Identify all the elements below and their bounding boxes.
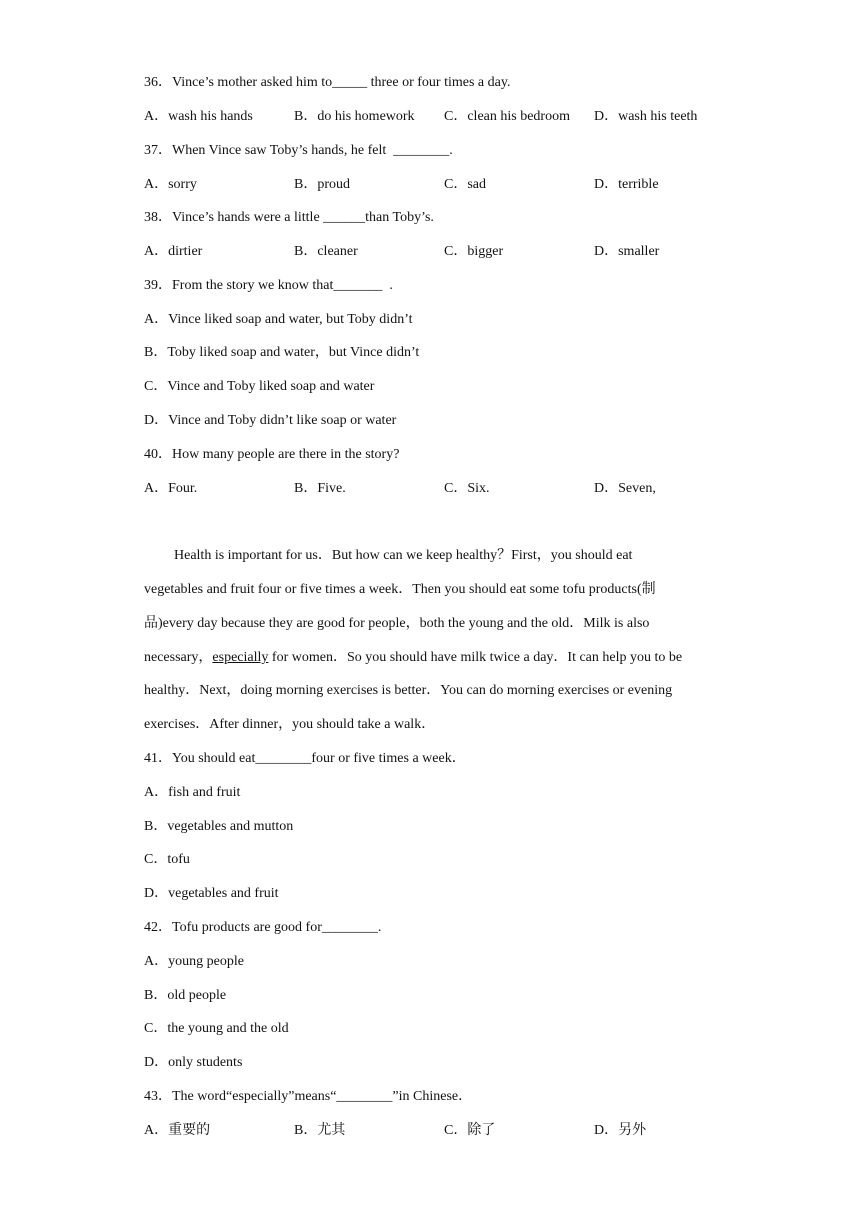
passage-line-3: 品)every day because they are good for people，both the young and the old．Milk is also [144, 616, 650, 631]
q43-option-b: B．尤其 [294, 1123, 346, 1138]
passage-line-5: healthy．Next，doing morning exercises is better．You can do morning exercises or evening [144, 683, 673, 698]
q38-option-b: B．cleaner [294, 244, 358, 259]
q41-option-b: B．vegetables and mutton [144, 819, 294, 834]
q42-option-d: D．only students [144, 1055, 243, 1070]
question-43: 43．The word“especially”means“________”in Chinese． [144, 1089, 473, 1104]
q38-option-d: D．smaller [594, 244, 660, 259]
underlined-word-especially: especially [212, 650, 269, 665]
q39-option-a: A．Vince liked soap and water, but Toby didn’t [144, 312, 413, 327]
passage-line-6: exercises．After dinner，you should take a walk． [144, 717, 436, 732]
q41-option-a: A．fish and fruit [144, 785, 241, 800]
question-39: 39．From the story we know that_______ . [144, 278, 393, 293]
q42-option-c: C．the young and the old [144, 1021, 289, 1036]
q42-option-b: B．old people [144, 988, 227, 1003]
passage-line-4-start: necessary， [144, 650, 213, 665]
q40-option-c: C．Six. [444, 481, 490, 496]
q38-option-c: C．bigger [444, 244, 504, 259]
question-36: 36．Vince’s mother asked him to_____ three or four times a day. [144, 75, 511, 90]
q39-option-c: C．Vince and Toby liked soap and water [144, 379, 375, 394]
question-42: 42．Tofu products are good for________. [144, 920, 382, 935]
passage-line-1: Health is important for us．But how can we keep healthy？First，you should eat [174, 548, 633, 563]
q37-option-b: B．proud [294, 177, 350, 192]
passage-line-2: vegetables and fruit four or five times a week．Then you should eat some tofu products(制 [144, 582, 656, 597]
passage-line-4 [144, 649, 719, 667]
q38-option-a: A．dirtier [144, 244, 203, 259]
q40-option-b: B．Five. [294, 481, 346, 496]
q43-option-a: A．重要的 [144, 1123, 211, 1138]
q43-option-c: C．除了 [444, 1123, 496, 1138]
question-41: 41．You should eat________four or five times a week． [144, 751, 466, 766]
q39-option-d: D．Vince and Toby didn’t like soap or water [144, 413, 397, 428]
q37-option-a: A．sorry [144, 177, 197, 192]
q39-option-b: B．Toby liked soap and water，but Vince didn’t [144, 345, 420, 360]
q43-option-d: D．另外 [594, 1123, 647, 1138]
q36-option-d: D．wash his teeth [594, 109, 698, 124]
question-38: 38．Vince’s hands were a little ______than Toby’s. [144, 210, 434, 225]
q36-option-b: B．do his homework [294, 109, 415, 124]
question-40: 40．How many people are there in the story? [144, 447, 400, 462]
q36-option-c: C．clean his bedroom [444, 109, 570, 124]
q37-option-d: D．terrible [594, 177, 659, 192]
q41-option-c: C．tofu [144, 852, 190, 867]
question-37: 37．When Vince saw Toby’s hands, he felt ________. [144, 143, 453, 158]
q40-option-a: A．Four. [144, 481, 198, 496]
q40-option-d: D．Seven, [594, 481, 656, 496]
q42-option-a: A．young people [144, 954, 244, 969]
passage-line-4-end: for women．So you should have milk twice a day．It can help you to be [268, 650, 683, 665]
q37-option-c: C．sad [444, 177, 486, 192]
q41-option-d: D．vegetables and fruit [144, 886, 279, 901]
q36-option-a: A．wash his hands [144, 109, 253, 124]
